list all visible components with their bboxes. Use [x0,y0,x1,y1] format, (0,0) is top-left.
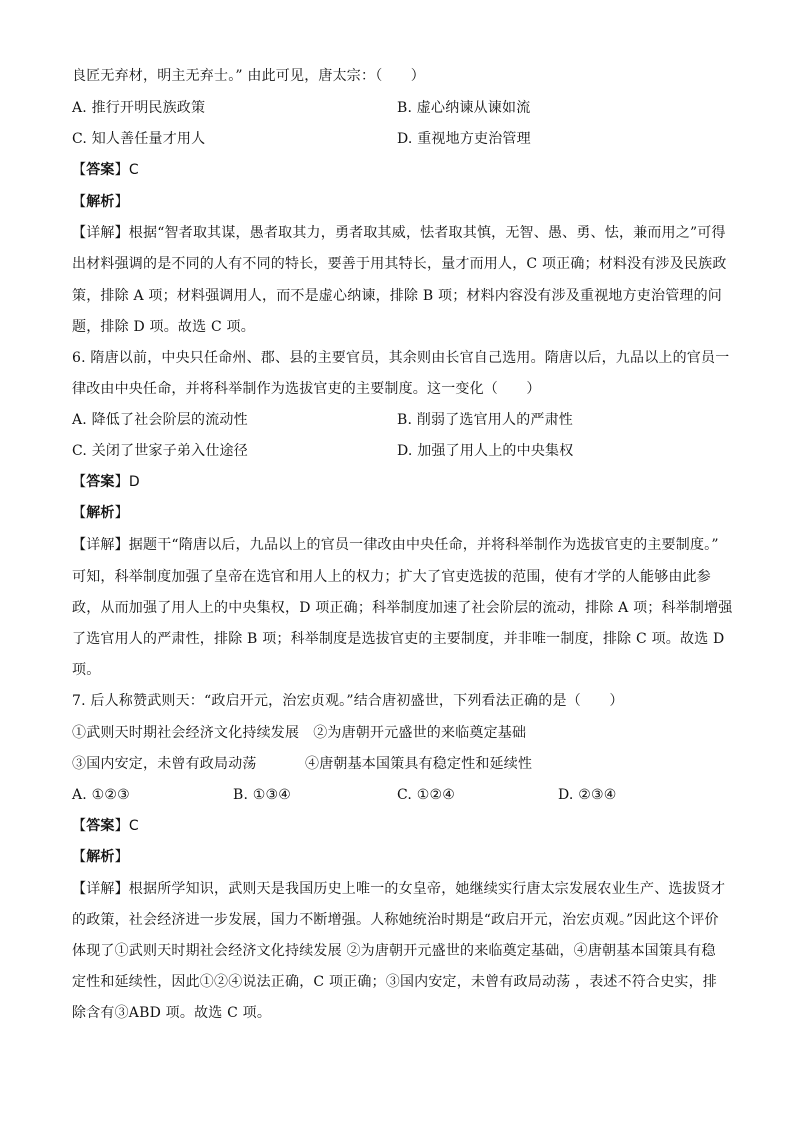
right-bracket: 】 [114,194,129,210]
q6-option-a[interactable]: A. 降低了社会阶层的流动性 [72,412,248,428]
q5-option-a[interactable]: A. 推行开明民族政策 [72,100,206,116]
q6-analysis-line: 【详解】据题干“隋唐以后，九品以上的官员一律改由中央任命，并将科举制作为选拔官吏的主要制度。” [72,537,719,553]
q5-stem-tail: 良匠无弃材，明主无弃士。” 由此可见，唐太宗：（ ） [72,68,426,84]
left-bracket: 【 [72,505,87,521]
right-bracket: 】 [114,474,129,490]
q7-statement-4: ④唐朝基本国策具有稳定性和延续性 [305,756,533,772]
q6-analysis-line: 可知，科举制度加强了皇帝在选官和用人上的权力；扩大了官吏选拔的范围，使有才学的人能够由此参 [72,569,711,585]
q6-option-d[interactable]: D. 加强了用人上的中央集权 [397,443,574,459]
q5-option-c[interactable]: C. 知人善任量才用人 [72,131,206,147]
q7-answer [72,816,139,836]
q6-option-b[interactable]: B. 削弱了选官用人的严肃性 [397,412,573,428]
right-bracket: 】 [114,162,129,178]
q7-statement-1: ①武则天时期社会经济文化持续发展 [72,725,300,741]
q6-stem-line: 律改由中央任命，并将科举制作为选拔官吏的主要制度。这一变化（ ） [72,381,541,397]
answer-tag: 答案 [86,162,115,178]
q5-analysis-line: 题，排除 D 项。故选 C 项。 [72,319,255,335]
q7-option-b[interactable]: B. ①③④ [233,787,292,803]
q7-analysis-line: 除含有③ABD 项。故选 C 项。 [72,1005,272,1021]
q6-stem-line: 6. 隋唐以前，中央只任命州、郡、县的主要官员，其余则由长官自己选用。隋唐以后，九品以上的官员一 [72,350,730,366]
q6-answer-value: D [128,474,140,490]
q5-answer-value: C [128,162,139,178]
left-bracket: 【 [72,818,87,834]
q7-statement-row [72,723,526,743]
q7-option-d[interactable]: D. ②③④ [558,787,617,803]
q6-option-c[interactable]: C. 关闭了世家子弟入仕途径 [72,443,248,459]
q6-analysis-heading [72,503,129,523]
q7-analysis-line: 定性和延续性，因此①②④说法正确，C 项正确；③国内安定，未曾有政局动荡 ，表述不符合史实，排 [72,974,718,990]
q7-stem: 7. 后人称赞武则天：“政启开元，治宏贞观。”结合唐初盛世，下列看法正确的是（ ） [72,693,624,709]
q7-analysis-line: 【详解】根据所学知识，武则天是我国历史上唯一的女皇帝，她继续实行唐太宗发展农业生产、选拔贤才 [72,881,726,897]
q7-statement-2: ②为唐朝开元盛世的来临奠定基础 [313,725,527,741]
q5-option-b[interactable]: B. 虚心纳谏从谏如流 [397,100,531,116]
answer-tag: 答案 [86,818,115,834]
q7-statement-3: ③国内安定，未曾有政局动荡 [72,756,257,772]
q7-answer-value: C [128,818,139,834]
q6-analysis-line: 项。 [72,662,101,678]
q7-analysis-line: 体现了①武则天时期社会经济文化持续发展 ②为唐朝开元盛世的来临奠定基础，④唐朝基本国策具有稳 [72,943,716,959]
q7-option-a[interactable]: A. ①②③ [72,787,130,803]
q5-analysis-line: 【详解】根据“智者取其谋，愚者取其力，勇者取其威，怯者取其慎，无智、愚、勇、怯，兼而用之”可得 [72,225,726,241]
analysis-tag: 解析 [86,194,115,210]
left-bracket: 【 [72,162,87,178]
right-bracket: 】 [114,818,129,834]
q6-analysis-line: 了选官用人的严肃性，排除 B 项；科举制度是选拔官吏的主要制度，并非唯一制度，排除 C 项。故选 D [72,631,725,647]
analysis-tag: 解析 [86,505,115,521]
right-bracket: 】 [114,505,129,521]
q6-analysis-line: 政，从而加强了用人上的中央集权，D 项正确；科举制度加速了社会阶层的流动，排除 A 项；科举制增强 [72,600,733,616]
q7-analysis-line: 的政策，社会经济进一步发展，国力不断增强。人称她统治时期是“政启开元，治宏贞观。”因此这个评价 [72,912,719,928]
right-bracket: 】 [114,849,129,865]
q5-analysis-line: 出材料强调的是不同的人有不同的特长，要善于用其特长，量才而用人，C 项正确；材料没有涉及民族政 [72,256,727,272]
analysis-tag: 解析 [86,849,115,865]
left-bracket: 【 [72,474,87,490]
left-bracket: 【 [72,849,87,865]
q6-answer [72,472,140,492]
q5-option-d[interactable]: D. 重视地方吏治管理 [397,131,531,147]
q7-option-c[interactable]: C. ①②④ [397,787,455,803]
q5-analysis-heading [72,192,129,212]
q5-answer [72,160,139,180]
answer-tag: 答案 [86,474,115,490]
q7-analysis-heading [72,847,129,867]
left-bracket: 【 [72,194,87,210]
q5-analysis-line: 策，排除 A 项；材料强调用人，而不是虚心纳谏，排除 B 项；材料内容没有涉及重视地方吏治管理的问 [72,288,722,304]
